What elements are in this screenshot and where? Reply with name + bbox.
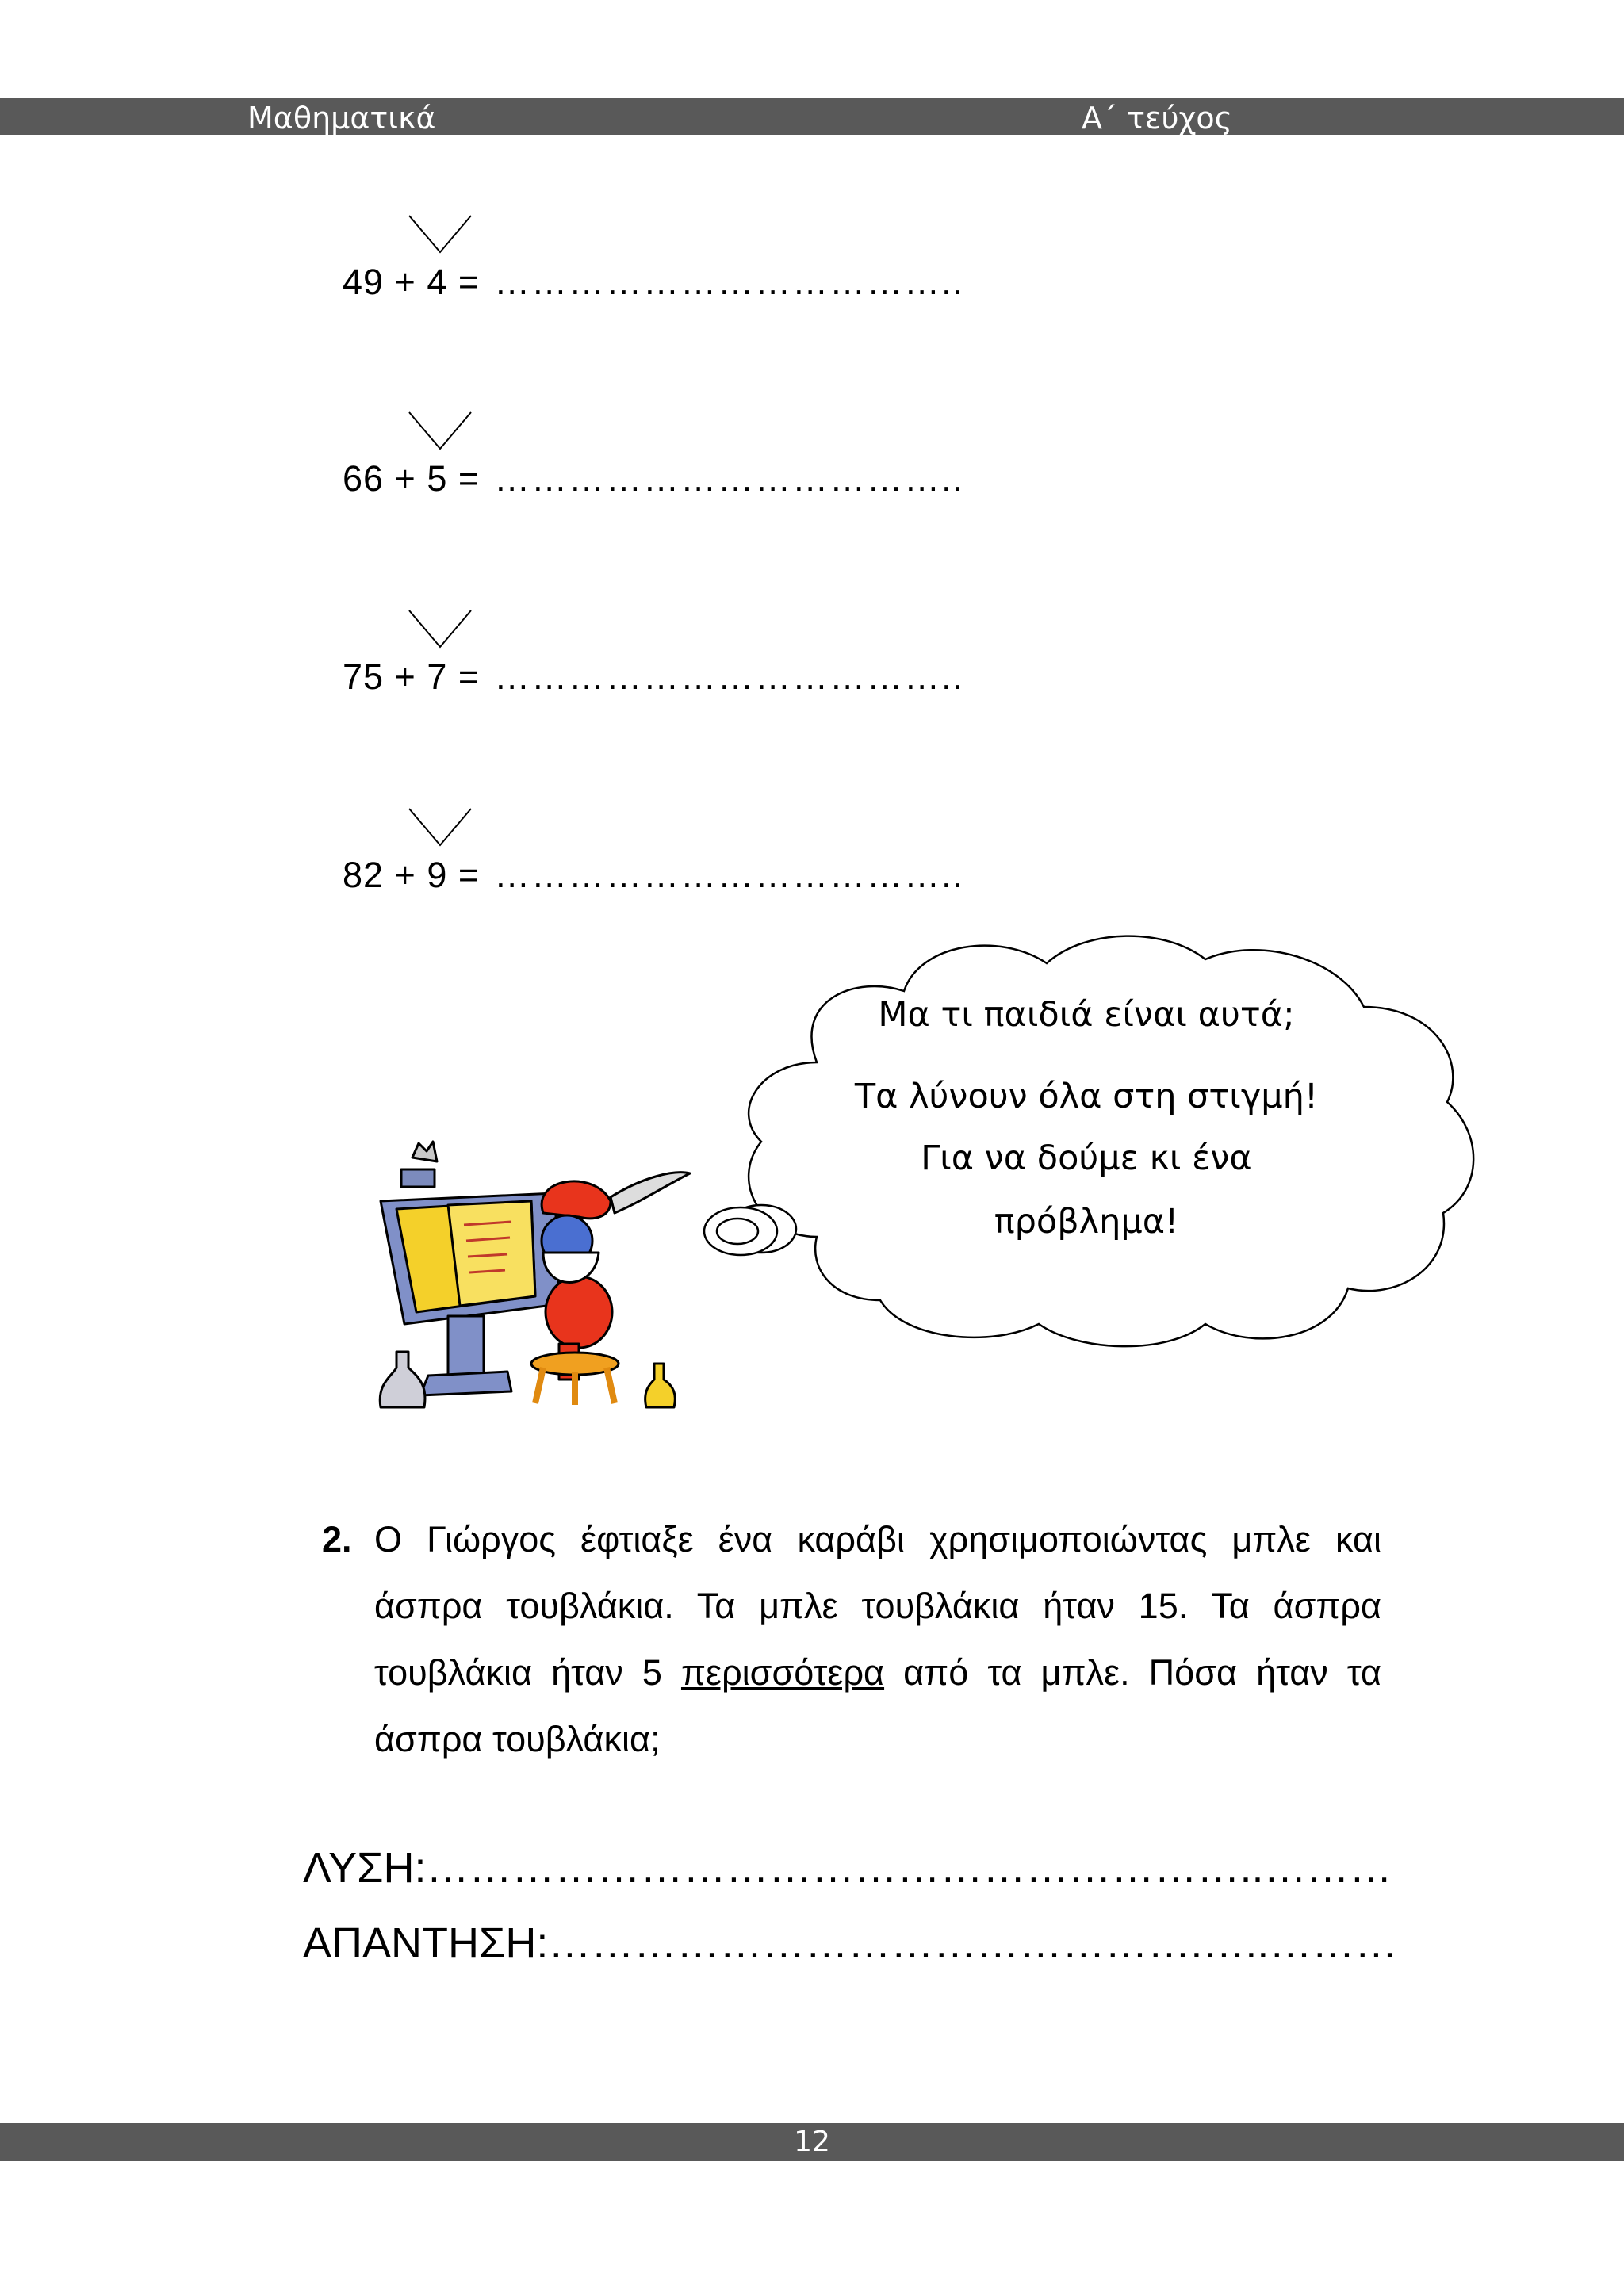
exercise-expression: 49 + 4 =: [343, 262, 481, 302]
answer-line[interactable]: [303, 1919, 1397, 1968]
solution-line[interactable]: [303, 1843, 1392, 1892]
answer-label: ΑΠΑΝΤΗΣΗ:: [303, 1919, 549, 1967]
answer-blank[interactable]: ………………………………..: [494, 855, 965, 895]
problem-text-after: από τα μπλε. Πόσα ήταν τα άσπρα τουβλάκια;: [374, 1652, 1381, 1759]
solution-label: ΛΥΣΗ:: [303, 1844, 427, 1892]
header-subject: Μαθηματικά: [247, 101, 436, 136]
bubble-line-3: Για να δούμε κι ένα: [921, 1138, 1252, 1178]
bubble-line-2: Τα λύνουν όλα στη στιγμή!: [854, 1077, 1319, 1116]
bubble-line-1: Μα τι παιδιά είναι αυτά;: [878, 995, 1295, 1035]
split-arrows-icon: [406, 607, 474, 652]
answer-dots: ……………………………………….…..………: [548, 1919, 1398, 1967]
problem-number: 2.: [322, 1519, 352, 1559]
header-bar: [0, 98, 1624, 135]
solution-dots: …………………………………………………..………: [426, 1844, 1392, 1892]
word-problem: [322, 1506, 1381, 1773]
footer-bar: [0, 2123, 1624, 2161]
exercise-expression: 75 + 7 =: [343, 656, 481, 697]
papa-smurf-illustration: [373, 1138, 698, 1415]
page-number: 12: [794, 2126, 830, 2158]
problem-text-underlined: περισσότερα: [680, 1652, 885, 1693]
bubble-line-4: πρόβλημα!: [994, 1202, 1179, 1242]
problem-text: [374, 1506, 1381, 1773]
split-arrows-icon: [406, 806, 474, 850]
header-volume: Α΄ τεύχος: [1082, 101, 1232, 136]
exercise-expression: 66 + 5 =: [343, 458, 481, 499]
problem-text-before: Ο Γιώργος έφτιαξε ένα καράβι χρησιμοποιώντας μπλε και άσπρα τουβλάκια. Τα μπλε τουβλάκια ήταν 15. Τα άσπρα τουβλάκια ήταν 5: [374, 1519, 1381, 1693]
answer-blank[interactable]: ………………………………..: [494, 262, 965, 302]
split-arrows-icon: [406, 212, 474, 257]
split-arrows-icon: [406, 409, 474, 453]
answer-blank[interactable]: ………………………………..: [494, 458, 965, 499]
answer-blank[interactable]: ………………………………..: [494, 656, 965, 697]
exercise-expression: 82 + 9 =: [343, 855, 481, 895]
